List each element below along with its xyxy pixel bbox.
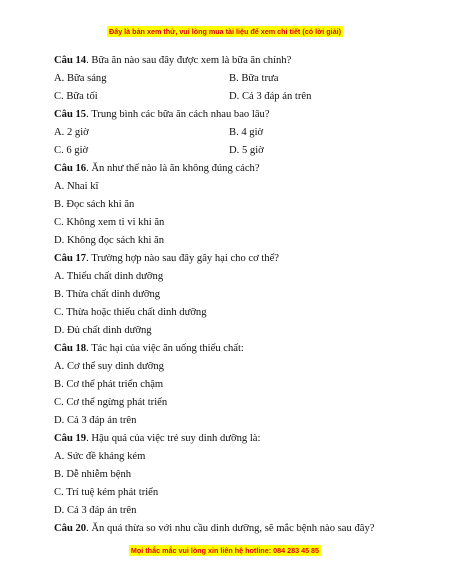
question-17-label: Câu 17 [54, 253, 87, 264]
option-19-b: B. Dễ nhiễm bệnh [54, 469, 132, 480]
preview-notice-banner [0, 27, 450, 36]
question-16-label: Câu 16 [54, 163, 87, 174]
question-16 [54, 160, 404, 178]
hotline-notice-banner [0, 546, 450, 555]
option-15-c: C. 6 giờ [54, 145, 89, 156]
option-16-b: B. Đọc sách khi ăn [54, 199, 135, 210]
option-19-a: A. Sức đề kháng kém [54, 451, 146, 462]
option-14-b: B. Bữa trưa [229, 73, 279, 84]
question-14-label: Câu 14 [54, 55, 87, 66]
question-list [54, 52, 404, 538]
option-17-a: A. Thiếu chất dinh dưỡng [54, 271, 164, 282]
question-15-text: . Trung bình các bữa ăn cách nhau bao lâu? [86, 109, 270, 120]
question-17-text: . Trường hợp nào sau đây gây hại cho cơ thể? [86, 253, 279, 264]
question-14-text: . Bữa ăn nào sau đây được xem là bữa ăn chính? [86, 55, 292, 66]
option-16-a: A. Nhai kĩ [54, 181, 99, 192]
option-14-a: A. Bữa sáng [54, 73, 107, 84]
question-19-label: Câu 19 [54, 433, 87, 444]
question-17 [54, 250, 404, 268]
option-16-c: C. Không xem ti vi khi ăn [54, 217, 165, 228]
question-15-options-row-1 [54, 124, 404, 142]
hotline-notice-text: Mọi thắc mắc vui lòng xin liên hệ hotline: 084 283 45 85 [130, 546, 320, 555]
question-14 [54, 52, 404, 70]
option-18-b: B. Cơ thể phát triển chậm [54, 379, 164, 390]
option-15-b: B. 4 giờ [229, 127, 264, 138]
option-15-a: A. 2 giờ [54, 127, 89, 138]
question-19-text: . Hậu quả của việc trẻ suy dinh dưỡng là: [86, 433, 261, 444]
option-19-c: C. Trí tuệ kém phát triển [54, 487, 159, 498]
question-14-options-row-2 [54, 88, 404, 106]
option-14-d: D. Cả 3 đáp án trên [229, 91, 312, 102]
option-18-d: D. Cả 3 đáp án trên [54, 415, 137, 426]
question-19 [54, 430, 404, 448]
question-14-options-row-1 [54, 70, 404, 88]
question-20-label: Câu 20 [54, 523, 87, 534]
question-15-options-row-2 [54, 142, 404, 160]
question-20 [54, 520, 404, 538]
question-18-text: . Tác hại của việc ăn uống thiếu chất: [86, 343, 244, 354]
option-17-b: B. Thừa chất dinh dưỡng [54, 289, 161, 300]
question-15 [54, 106, 404, 124]
question-16-text: . Ăn như thế nào là ăn không đúng cách? [86, 163, 260, 174]
question-20-text: . Ăn quá thừa so với nhu cầu dinh dưỡng, sẽ mắc bệnh nào sau đây? [86, 523, 375, 534]
option-19-d: D. Cả 3 đáp án trên [54, 505, 137, 516]
option-17-c: C. Thừa hoặc thiếu chất dinh dưỡng [54, 307, 207, 318]
option-18-c: C. Cơ thể ngừng phát triển [54, 397, 168, 408]
option-15-d: D. 5 giờ [229, 145, 264, 156]
option-17-d: D. Đủ chất dinh dưỡng [54, 325, 152, 336]
option-18-a: A. Cơ thể suy dinh dưỡng [54, 361, 164, 372]
question-15-label: Câu 15 [54, 109, 87, 120]
question-18 [54, 340, 404, 358]
preview-notice-text: Đây là bản xem thử, vui lòng mua tài liệu để xem chi tiết (có lời giải) [109, 27, 341, 36]
option-14-c: C. Bữa tối [54, 91, 98, 102]
question-18-label: Câu 18 [54, 343, 87, 354]
option-16-d: D. Không đọc sách khi ăn [54, 235, 165, 246]
